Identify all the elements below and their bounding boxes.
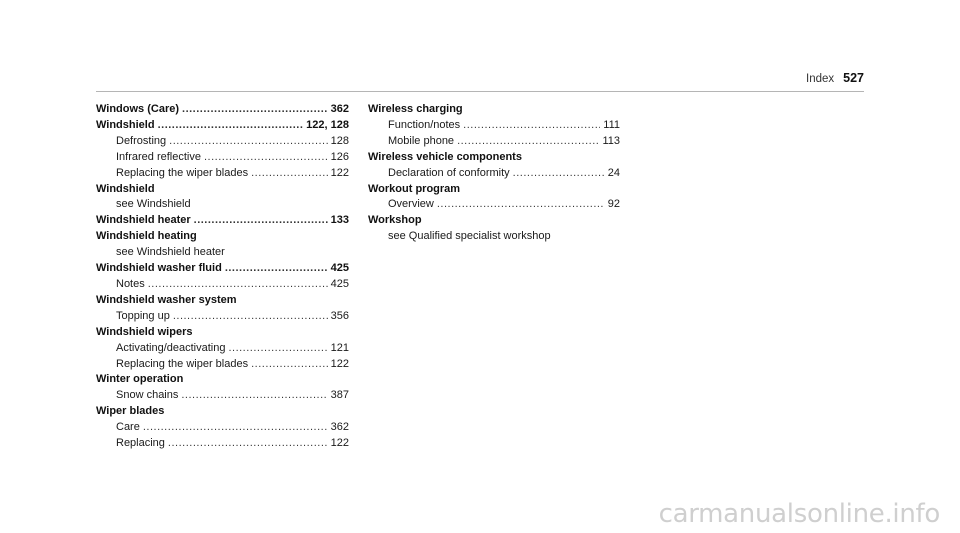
dot-leader (251, 357, 328, 373)
section-title: Index (806, 73, 835, 85)
subentry-label: Care (116, 421, 140, 434)
index-heading: Windshield heater (96, 214, 191, 227)
index-heading: Windshield heating (96, 230, 197, 243)
dot-leader (169, 134, 328, 150)
subentry-label: Replacing the wiper blades (116, 357, 249, 370)
subentry-label: Replacing the wiper blades (116, 166, 249, 179)
page-reference: 122 (330, 437, 349, 450)
index-subentry[interactable] (96, 277, 349, 293)
page-reference: 111 (603, 118, 620, 131)
index-heading: Workshop (368, 214, 422, 227)
page-header (806, 71, 864, 85)
subentry-label: Snow chains (116, 389, 179, 402)
index-entry (96, 229, 349, 261)
index-subentry[interactable] (368, 118, 620, 134)
page-reference: 126 (330, 150, 349, 163)
index-entry (96, 372, 349, 404)
index-column-right (368, 102, 620, 245)
subentry-label: Defrosting (116, 134, 167, 147)
index-heading: Windshield washer system (96, 293, 237, 306)
page-reference: 425 (330, 277, 349, 290)
index-heading: Windows (Care) (96, 103, 180, 115)
dot-leader (148, 277, 328, 293)
dot-leader (168, 436, 328, 452)
subentry-label: Activating/deactivating (116, 341, 226, 354)
subentry-label: Overview (388, 198, 434, 211)
page-reference: 122, 128 (306, 118, 349, 131)
subentry-label: Declaration of conformity (388, 166, 510, 179)
index-entry (368, 213, 620, 245)
index-subentry[interactable] (96, 134, 349, 150)
index-entry (368, 102, 620, 150)
dot-leader (225, 261, 328, 277)
index-heading: Windshield (96, 118, 155, 131)
see-reference[interactable]: see Qualified specialist workshop (388, 230, 551, 243)
subentry-label: Infrared reflective (116, 150, 201, 163)
page-reference: 362 (330, 421, 349, 434)
page-reference: 387 (330, 389, 349, 402)
page-reference: 362 (330, 103, 349, 115)
page-reference: 133 (330, 214, 349, 227)
subentry-label: Mobile phone (388, 134, 455, 147)
index-heading: Winter operation (96, 373, 184, 386)
header-rule (96, 91, 864, 92)
index-entry (368, 150, 620, 182)
index-entry (96, 293, 349, 325)
dot-leader (513, 166, 605, 182)
dot-leader (173, 309, 328, 325)
dot-leader (457, 134, 599, 150)
page-reference: 122 (330, 357, 349, 370)
index-heading-row[interactable] (96, 118, 349, 134)
dot-leader (437, 197, 605, 213)
watermark: carmanualsonline.info (658, 499, 940, 529)
index-column-left (96, 102, 349, 452)
index-heading: Wiper blades (96, 405, 165, 418)
index-heading-row[interactable] (96, 102, 349, 118)
dot-leader (228, 341, 327, 357)
index-entry (96, 182, 349, 214)
page-reference: 128 (330, 134, 349, 147)
index-subentry[interactable] (96, 341, 349, 357)
index-subentry[interactable] (96, 420, 349, 436)
index-entry (96, 213, 349, 229)
index-heading-row[interactable] (96, 213, 349, 229)
see-reference[interactable]: see Windshield (116, 198, 191, 211)
subentry-label: Replacing (116, 437, 165, 450)
index-subentry[interactable] (368, 166, 620, 182)
index-subentry[interactable] (96, 436, 349, 452)
page-reference: 92 (607, 198, 620, 211)
index-entry (368, 182, 620, 214)
index-subentry[interactable] (368, 134, 620, 150)
dot-leader (182, 102, 328, 118)
subentry-label: Function/notes (388, 118, 461, 131)
dot-leader (158, 118, 304, 134)
index-subentry[interactable] (96, 166, 349, 182)
index-heading-row[interactable] (96, 261, 349, 277)
index-heading: Wireless charging (368, 103, 463, 115)
subentry-label: Notes (116, 277, 145, 290)
page-reference: 356 (330, 309, 349, 322)
index-heading: Windshield (96, 182, 155, 195)
dot-leader (251, 166, 328, 182)
index-entry (96, 325, 349, 373)
page-reference: 121 (330, 341, 349, 354)
index-heading: Wireless vehicle components (368, 150, 522, 163)
dot-leader (204, 150, 328, 166)
page-reference: 425 (330, 262, 349, 275)
index-subentry[interactable] (96, 309, 349, 325)
index-entry (96, 261, 349, 293)
dot-leader (143, 420, 328, 436)
index-subentry[interactable] (368, 197, 620, 213)
index-heading: Windshield wipers (96, 325, 193, 338)
index-entry (96, 118, 349, 182)
subentry-label: Topping up (116, 309, 170, 322)
index-subentry[interactable] (96, 150, 349, 166)
index-heading: Windshield washer fluid (96, 262, 222, 275)
dot-leader (181, 388, 327, 404)
dot-leader (463, 118, 600, 134)
page-reference: 122 (330, 166, 349, 179)
index-entry (96, 102, 349, 118)
page-number: 527 (843, 71, 864, 85)
index-entry (96, 404, 349, 452)
index-heading: Workout program (368, 182, 461, 195)
index-subentry[interactable] (96, 357, 349, 373)
page-reference: 113 (602, 134, 620, 147)
index-subentry[interactable] (96, 388, 349, 404)
see-reference[interactable]: see Windshield heater (116, 246, 225, 259)
dot-leader (194, 213, 328, 229)
page-reference: 24 (607, 166, 620, 179)
